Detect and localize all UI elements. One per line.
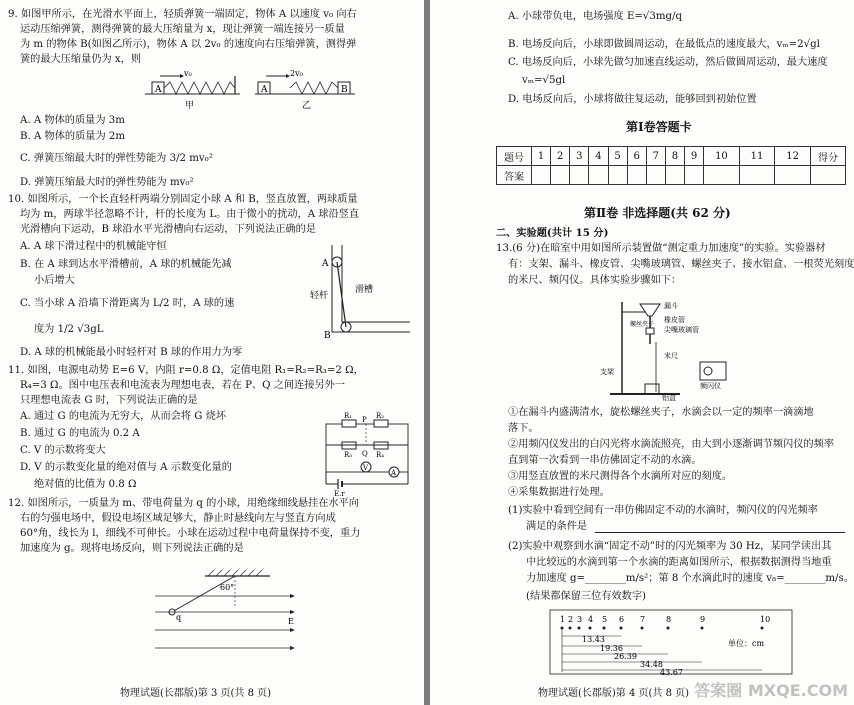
right-page <box>430 0 854 705</box>
q10-optB1: B. 在 A 球到达水平滑槽前，A 球的机械能先减 <box>20 259 232 270</box>
card-cell: 10 <box>704 147 740 166</box>
q13-step3: ③用竖直放置的米尺测得各个水滴所对应的刻度。 <box>508 471 733 482</box>
card-cell: 答案 <box>497 166 532 185</box>
answer-slot-7[interactable] <box>646 166 665 185</box>
dist-label-2: 19.36 <box>600 644 623 653</box>
q11-fig-Er: E,r <box>334 490 345 496</box>
ruler-num-10: 10 <box>760 615 771 624</box>
answer-slot-4[interactable] <box>589 166 608 185</box>
watermark: 答案圈 MXQE.COM <box>694 681 848 700</box>
q11-fig-V: V <box>363 464 369 472</box>
q13-line3: 的米尺、频闪仪。具体实验步骤如下： <box>508 275 682 286</box>
q9-optA: A. A 物体的质量为 3m <box>20 115 125 126</box>
q11-fig-A: A <box>391 469 397 477</box>
card-cell: 1 <box>532 147 551 166</box>
answer-slot-1[interactable] <box>532 166 551 185</box>
q10-figure <box>310 240 415 345</box>
q13-part2d: (结果都保留三位有效数字) <box>526 591 647 602</box>
q9-line4: 簧的最大压缩量仍为 x，则 <box>20 54 142 65</box>
right-footer: 物理试题(长郡版)第 4 页(共 8 页) <box>538 688 690 699</box>
card-cell: 得分 <box>811 147 846 166</box>
q9-line3: 为 m 的物体 B(如图乙所示)，物体 A 以 2v₀ 的速度向右压缩弹簧，测得弹 <box>20 39 357 50</box>
q11-fig-R4: R₄ <box>376 451 385 459</box>
q9-line1: 9. 如图甲所示，在光滑水平面上，轻质弹簧一端固定，物体 A 以速度 v₀ 向右 <box>8 9 357 20</box>
q13-part1-answer-blank[interactable] <box>595 532 845 533</box>
q13-step2b: 直到第一次看到一串仿佛固定不动的水滴。 <box>508 455 702 466</box>
q10-optD: D. A 球的机械能最小时轻杆对 B 球的作用力为零 <box>20 347 243 358</box>
q9-fig-B-label: B <box>341 85 348 95</box>
q12-line4: 加速度为 g。现将电场反向，则下列说法正确的是 <box>20 543 244 554</box>
q13-ruler-figure <box>548 608 798 678</box>
answer-slot-12[interactable] <box>775 166 811 185</box>
q13-fig-ruler: 米尺 <box>664 352 678 360</box>
q12-line2: 右的匀强电场中，假设电场区域足够大，静止时悬线向左与竖直方向成 <box>20 513 336 524</box>
q12-optD: D. 电场反向后，小球将做往复运动，能够回到初始位置 <box>508 94 757 105</box>
q11-fig-Q: Q <box>362 450 368 458</box>
q9-line2: 运动压缩弹簧，测得弹簧的最大压缩量为 x，现让弹簧一端连接另一质量 <box>20 24 345 35</box>
q13-step2a: ②用频闪仪发出的白闪光将水滴流照亮，由大到小逐渐调节频闪仪的频率 <box>508 439 834 450</box>
card-cell: 8 <box>665 147 684 166</box>
ruler-num-3: 3 <box>577 615 583 624</box>
q12-optC1: C. 电场反向后，小球先做匀加速直线运动，然后做圆周运动，最大速度 <box>508 57 828 68</box>
ruler-num-5: 5 <box>602 615 608 624</box>
q11-optC: C. V 的示数将变大 <box>20 445 106 456</box>
q13-step1b: 落下。 <box>508 423 539 434</box>
q9-fig-2v0: 2v₀ <box>290 69 303 78</box>
q13-fig-strobe: 频闪仪 <box>700 382 721 390</box>
q12-optB: B. 电场反向后，小球即做圆周运动，在最低点的速度最大，vₘ=2√gl <box>508 39 820 50</box>
dist-label-3: 26.39 <box>614 652 637 661</box>
q13-fig-funnel: 漏斗 <box>664 302 678 310</box>
card-cell: 6 <box>627 147 646 166</box>
q9-optB: B. A 物体的质量为 2m <box>20 131 126 142</box>
q10-optC2: 度为 1/2 √3gL <box>34 324 104 335</box>
q10-fig-B: B <box>324 331 331 341</box>
q10-optA: A. A 球下滑过程中的机械能守恒 <box>20 241 167 252</box>
answer-slot-2[interactable] <box>551 166 570 185</box>
left-page <box>0 0 424 705</box>
q13-part1a: (1)实验中看到空间有一串仿佛固定不动的水滴时，频闪仪的闪光频率 <box>508 505 818 516</box>
section2-title: 第Ⅱ卷 非选择题(共 62 分) <box>584 206 731 220</box>
q11-fig-R3: R₃ <box>344 451 353 459</box>
q9-fig-A2-label: A <box>261 85 268 95</box>
q10-line1: 10. 如图所示，一个长直轻杆两端分别固定小球 A 和 B，竖直放置，两球质量 <box>8 194 358 205</box>
card-cell: 4 <box>589 147 608 166</box>
q13-part2a: (2)实验中观察到水滴“固定不动”时的闪光频率为 30 Hz，某同学读出其 <box>508 541 832 552</box>
ruler-num-2: 2 <box>568 615 574 624</box>
answer-card-title: 第Ⅰ卷答题卡 <box>626 120 692 134</box>
q11-fig-R2: R₂ <box>376 412 385 420</box>
answer-slot-10[interactable] <box>704 166 740 185</box>
ruler-numbers <box>560 615 770 624</box>
card-cell: 9 <box>685 147 704 166</box>
card-cell: 12 <box>775 147 811 166</box>
q10-line3: 光滑槽向下运动，B 球沿水平光滑槽向右运动，下列说法正确的是 <box>20 224 316 235</box>
q10-optB2: 小后增大 <box>34 275 75 286</box>
answer-card-row-number <box>497 147 846 166</box>
exp-section-head: 二、实验题(共计 15 分) <box>496 227 609 239</box>
answer-slot-6[interactable] <box>627 166 646 185</box>
q12-optA: A. 小球带负电，电场强度 E=√3mg/q <box>508 11 683 22</box>
q10-fig-A: A <box>322 259 329 269</box>
q13-fig-box: 铝盒 <box>662 394 676 402</box>
ruler-num-7: 7 <box>640 615 646 624</box>
left-footer: 物理试题(长郡版)第 3 页(共 8 页) <box>120 688 272 699</box>
q12-fig-angle: 60° <box>220 583 235 592</box>
q13-part1b: 满足的条件是 <box>526 521 588 532</box>
q10-optC1: C. 当小球 A 沿墙下滑距离为 L/2 时，A 球的速 <box>20 298 235 309</box>
q11-line3: 只理想电流表 G 时，下列说法正确的是 <box>20 395 198 406</box>
q9-optD: D. 弹簧压缩最大时的弹性势能为 mv₀² <box>20 177 194 188</box>
q13-fig-stand: 支架 <box>600 368 614 376</box>
answer-slot-11[interactable] <box>739 166 775 185</box>
q12-optC2: vₘ=√5gl <box>522 75 566 86</box>
q9-fig-yi: 乙 <box>302 101 312 110</box>
q10-fig-slot: 滑槽 <box>355 285 374 295</box>
q11-line2: R₄=3 Ω。图中电压表和电流表为理想电表，若在 P、Q 之间连接另外一 <box>20 380 346 391</box>
answer-slot-9[interactable] <box>685 166 704 185</box>
q12-line1: 12. 如图所示，一质量为 m、带电荷量为 q 的小球，用绝缘细线悬挂在水平向 <box>8 498 359 509</box>
q11-fig-R1: R₁ <box>344 412 353 420</box>
card-cell: 2 <box>551 147 570 166</box>
q9-figure <box>140 68 360 110</box>
q13-part2c: 力加速度 g=________m/s²；第 8 个水滴此时的速度 v₈=________m/s。 <box>526 573 854 584</box>
ruler-unit: 单位：cm <box>728 639 765 648</box>
q11-circuit <box>318 410 418 496</box>
q11-optA: A. 通过 G 的电流为无穷大，从而会将 G 烧坏 <box>20 411 227 422</box>
q13-part2b: 中比较远的水滴到第一个水滴的距离如图所示，根据数据测得当地重 <box>526 557 832 568</box>
card-cell: 11 <box>739 147 775 166</box>
q9-fig-A-label: A <box>155 85 162 95</box>
q13-fig-tube: 橡皮管 <box>664 316 685 324</box>
q13-fig-glass: 尖嘴玻璃管 <box>664 326 699 334</box>
q11-line1: 11. 如图，电源电动势 E=6 V，内阻 r=0.8 Ω，定值电阻 R₁=R₂=R₃=2 Ω， <box>8 365 364 376</box>
card-cell: 5 <box>608 147 627 166</box>
ruler-num-1: 1 <box>560 615 566 624</box>
q13-line1: 13.(6 分)在暗室中用如图所示装置做“测定重力加速度”的实验。实验器材 <box>496 243 826 254</box>
q13-step1a: ①在漏斗内盛满清水，旋松螺丝夹子，水滴会以一定的频率一滴滴地 <box>508 407 814 418</box>
q9-fig-jia: 甲 <box>185 101 195 110</box>
answer-card-table <box>496 146 846 185</box>
q13-line2: 有：支架、漏斗、橡皮管、尖嘴玻璃管、螺丝夹子、接水铝盒、一根荧光刻度 <box>508 259 854 270</box>
q9-fig-v0: v₀ <box>184 69 192 78</box>
q13-apparatus-figure <box>600 292 750 402</box>
answer-slot-3[interactable] <box>570 166 589 185</box>
answer-slot-5[interactable] <box>608 166 627 185</box>
ruler-num-9: 9 <box>700 615 706 624</box>
dist-label-1: 13.43 <box>582 635 605 644</box>
q11-fig-P: P <box>362 416 367 424</box>
q12-fig-q: q <box>176 613 182 622</box>
q10-fig-rod: 轻杆 <box>310 291 329 301</box>
q13-fig-clip: 螺丝夹子 <box>630 321 655 328</box>
q11-optB: B. 通过 G 的电流为 0.2 A <box>20 428 140 439</box>
dist-label-4: 34.48 <box>640 660 663 669</box>
q9-optC: C. 弹簧压缩最大时的弹性势能为 3/2 mv₀² <box>20 153 213 164</box>
q12-fig-E: E <box>288 617 294 626</box>
score-slot[interactable] <box>811 166 846 185</box>
q12-figure <box>150 568 300 660</box>
answer-card-row-answer <box>497 166 846 185</box>
ruler-num-8: 8 <box>666 615 672 624</box>
answer-slot-8[interactable] <box>665 166 684 185</box>
q11-optD2: 绝对值的比值为 0.8 Ω <box>34 479 137 490</box>
q11-optD1: D. V 的示数变化量的绝对值与 A 示数变化量的 <box>20 462 232 473</box>
card-cell: 3 <box>570 147 589 166</box>
card-cell: 题号 <box>497 147 532 166</box>
ruler-num-4: 4 <box>588 615 594 624</box>
ruler-num-6: 6 <box>619 615 625 624</box>
dist-label-5: 43.67 <box>660 668 683 677</box>
q13-step4: ④采集数据进行处理。 <box>508 487 610 498</box>
card-cell: 7 <box>646 147 665 166</box>
q10-line2: 均为 m，两球半径忽略不计，杆的长度为 L。由于微小的扰动，A 球沿竖直 <box>20 209 360 220</box>
q12-line3: 60°角，线长为 l，细线不可伸长。小球在运动过程中电荷量保持不变，重力 <box>20 528 361 539</box>
